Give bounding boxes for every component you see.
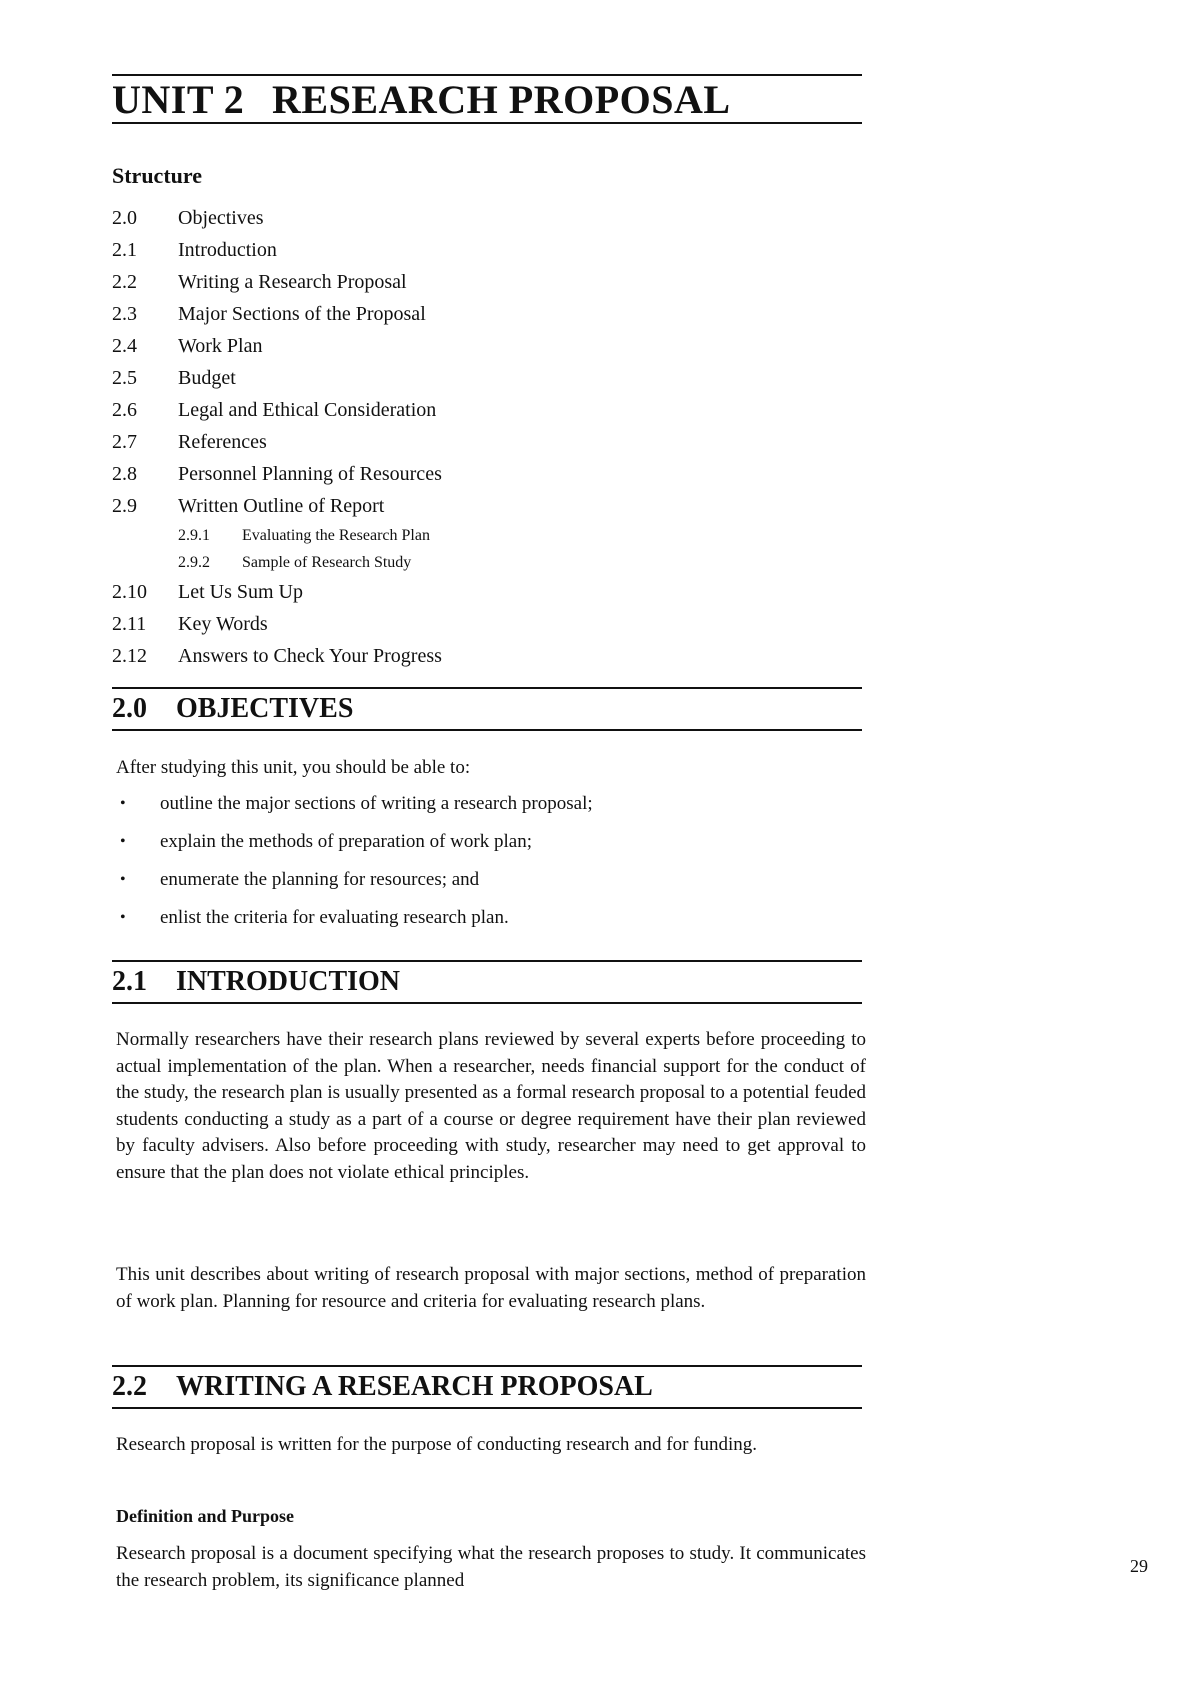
bullet-text: enlist the criteria for evaluating research plan.: [160, 907, 509, 928]
bullet-text: enumerate the planning for resources; and: [160, 869, 480, 890]
writing-paragraph-1: Research proposal is written for the purpose of conducting research and for funding.: [116, 1434, 758, 1455]
section-bottom-rule: [112, 729, 862, 731]
section-number: 2.2: [112, 1371, 147, 1402]
introduction-paragraph-2: This unit describes about writing of research proposal with major sections, method of preparation of work plan. Planning for resource and criteria for evaluating research plans.: [116, 1264, 866, 1312]
objectives-intro: After studying this unit, you should be able to:: [116, 757, 471, 778]
toc-text: Sample of Research Study: [242, 554, 412, 571]
section-number: 2.1: [112, 966, 147, 997]
toc-text: Answers to Check Your Progress: [178, 645, 442, 667]
section-introduction: [112, 960, 862, 1004]
toc-item: [112, 458, 812, 490]
toc-text: References: [178, 431, 267, 453]
toc-item: [112, 298, 812, 330]
toc-text: Budget: [178, 367, 236, 389]
toc-text: Evaluating the Research Plan: [242, 527, 430, 544]
toc-number: 2.4: [112, 335, 137, 357]
toc-subitem: [112, 522, 812, 549]
toc-item: [112, 330, 812, 362]
section-heading: [112, 962, 862, 1002]
toc-text: Writing a Research Proposal: [178, 271, 407, 293]
toc-number: 2.7: [112, 431, 137, 453]
toc-text: Personnel Planning of Resources: [178, 463, 442, 485]
objectives-list: [116, 785, 836, 937]
toc-number: 2.10: [112, 581, 147, 603]
section-heading: [112, 689, 862, 729]
table-of-contents: [112, 202, 812, 672]
writing-paragraph-2: Research proposal is a document specifying what the research proposes to study. It communicates the research problem, its significance planned: [116, 1543, 866, 1591]
unit-title: [112, 76, 872, 124]
bullet-icon: •: [120, 909, 126, 926]
section-title: WRITING A RESEARCH PROPOSAL: [176, 1371, 653, 1402]
bullet-text: explain the methods of preparation of work plan;: [160, 831, 532, 852]
toc-text: Let Us Sum Up: [178, 581, 303, 603]
toc-text: Introduction: [178, 239, 277, 261]
section-number: 2.0: [112, 693, 147, 724]
toc-text: Major Sections of the Proposal: [178, 303, 426, 325]
toc-number: 2.0: [112, 207, 137, 229]
bullet-icon: •: [120, 833, 126, 850]
list-item: [116, 861, 836, 899]
toc-item: [112, 266, 812, 298]
section-writing-proposal: [112, 1365, 862, 1409]
toc-item: [112, 640, 812, 672]
toc-text: Written Outline of Report: [178, 495, 385, 517]
section-objectives: [112, 687, 862, 731]
toc-number: 2.9.2: [178, 554, 210, 571]
toc-item: [112, 234, 812, 266]
toc-text: Key Words: [178, 613, 268, 635]
toc-number: 2.9.1: [178, 527, 210, 544]
section-title: OBJECTIVES: [176, 693, 354, 724]
toc-subitem: [112, 549, 812, 576]
toc-number: 2.12: [112, 645, 147, 667]
toc-text: Work Plan: [178, 335, 263, 357]
toc-number: 2.11: [112, 613, 147, 635]
bullet-icon: •: [120, 795, 126, 812]
list-item: [116, 823, 836, 861]
definition-subheading: Definition and Purpose: [116, 1506, 295, 1526]
list-item: [116, 899, 836, 937]
toc-item: [112, 202, 812, 234]
toc-item: [112, 362, 812, 394]
toc-item: [112, 426, 812, 458]
toc-text: Legal and Ethical Consideration: [178, 399, 437, 421]
toc-item: [112, 490, 812, 522]
toc-number: 2.1: [112, 239, 137, 261]
structure-heading: Structure: [112, 163, 203, 188]
section-title: INTRODUCTION: [176, 966, 401, 997]
toc-number: 2.5: [112, 367, 137, 389]
toc-text: Objectives: [178, 207, 264, 229]
toc-item: [112, 608, 812, 640]
introduction-paragraph-1: Normally researchers have their research plans reviewed by several experts before proceeding to actual implementation of the plan. When a researcher, needs financial support for the conduct of the study, the research plan is usually presented as a formal research proposal to a potential feuded students conducting a study as a part of a course or degree requirement have their plan reviewed by faculty advisers. Also before proceeding with study, researcher may need to get approval to ensure that the plan does not violate ethical principles.: [116, 1029, 866, 1183]
list-item: [116, 785, 836, 823]
toc-number: 2.6: [112, 399, 137, 421]
bullet-text: outline the major sections of writing a research proposal;: [160, 793, 593, 814]
toc-item: [112, 576, 812, 608]
toc-number: 2.8: [112, 463, 137, 485]
section-bottom-rule: [112, 1407, 862, 1409]
unit-number: UNIT 2: [112, 77, 245, 122]
section-heading: [112, 1367, 862, 1407]
bullet-icon: •: [120, 871, 126, 888]
title-bottom-rule: [112, 122, 862, 124]
section-bottom-rule: [112, 1002, 862, 1004]
toc-number: 2.9: [112, 495, 137, 517]
toc-number: 2.3: [112, 303, 137, 325]
unit-title-text: RESEARCH PROPOSAL: [272, 77, 731, 122]
toc-item: [112, 394, 812, 426]
page-number: 29: [1130, 1556, 1148, 1576]
toc-number: 2.2: [112, 271, 137, 293]
